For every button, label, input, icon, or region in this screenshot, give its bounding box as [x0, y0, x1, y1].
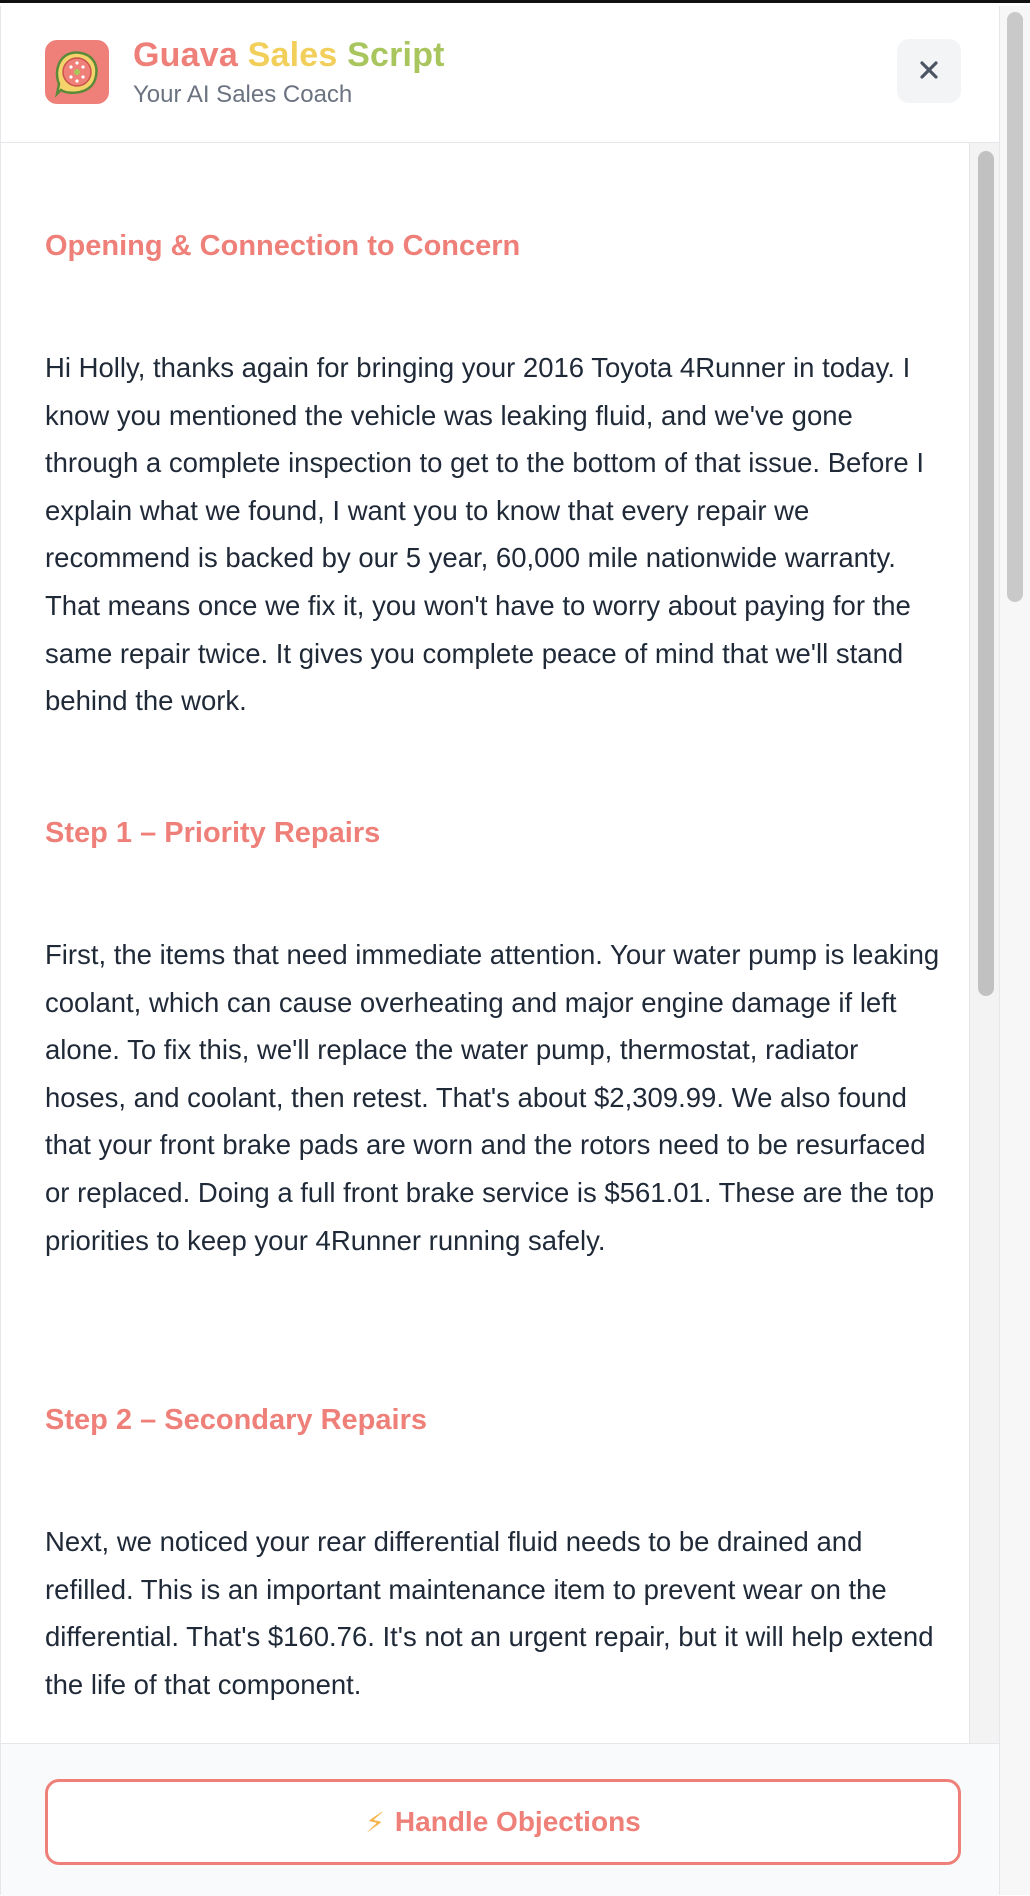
- close-button[interactable]: [897, 39, 961, 103]
- content-scrollbar-thumb[interactable]: [978, 151, 994, 996]
- app-title: [133, 36, 445, 75]
- handle-objections-label: Handle Objections: [394, 1806, 641, 1837]
- content-scrollbar[interactable]: [969, 143, 999, 1743]
- section-body-opening: Hi Holly, thanks again for bringing your 2016 Toyota 4Runner in today. I know you mentioned the vehicle was leaking fluid, and we've gone through a complete inspection to get to the bottom of that issue. Before I explain what we found, I want you to know that every repair we recommend is backed by our 5 year, 60,000 mile nationwide warranty. That means once we fix it, you won't have to worry about paying for the same repair twice. It gives you complete peace of mind that we'll stand behind the work.: [45, 352, 925, 717]
- panel-footer: [1, 1743, 999, 1896]
- section-heading-step-1: Step 1 – Priority Repairs: [45, 817, 381, 849]
- app-title-word-1: Guava: [133, 36, 238, 74]
- script-content[interactable]: [1, 143, 969, 1743]
- sales-script-panel: [0, 6, 1000, 1895]
- section-body-step-1: First, the items that need immediate attention. Your water pump is leaking coolant, which can cause overheating and major engine damage if left alone. To fix this, we'll replace the water pump, thermostat, radiator hoses, and coolant, then retest. That's about $2,309.99. We also found that your front brake pads are worn and the rotors need to be resurfaced or replaced. Doing a full front brake service is $561.01. These are the top priorities to keep your 4Runner running safely.: [45, 939, 940, 1256]
- page-scrollbar-thumb[interactable]: [1007, 12, 1023, 602]
- handle-objections-button[interactable]: [45, 1779, 961, 1865]
- section-heading-opening: Opening & Connection to Concern: [45, 230, 521, 262]
- section-body-step-2: Next, we noticed your rear differential fluid needs to be drained and refilled. This is an important maintenance item to prevent wear on the differential. That's $160.76. It's not an urgent repair, but it will help extend the life of that component.: [45, 1526, 934, 1700]
- guava-logo-icon: [45, 40, 109, 104]
- lightning-icon: ⚡: [365, 1806, 385, 1838]
- page-scrollbar[interactable]: [1000, 6, 1030, 1895]
- app-title-word-2: Sales: [247, 36, 338, 74]
- app-title-word-3: Script: [347, 36, 445, 74]
- close-icon: [918, 59, 940, 84]
- panel-header: [1, 6, 999, 143]
- app-subtitle: Your AI Sales Coach: [133, 81, 353, 108]
- section-heading-step-2: Step 2 – Secondary Repairs: [45, 1404, 427, 1436]
